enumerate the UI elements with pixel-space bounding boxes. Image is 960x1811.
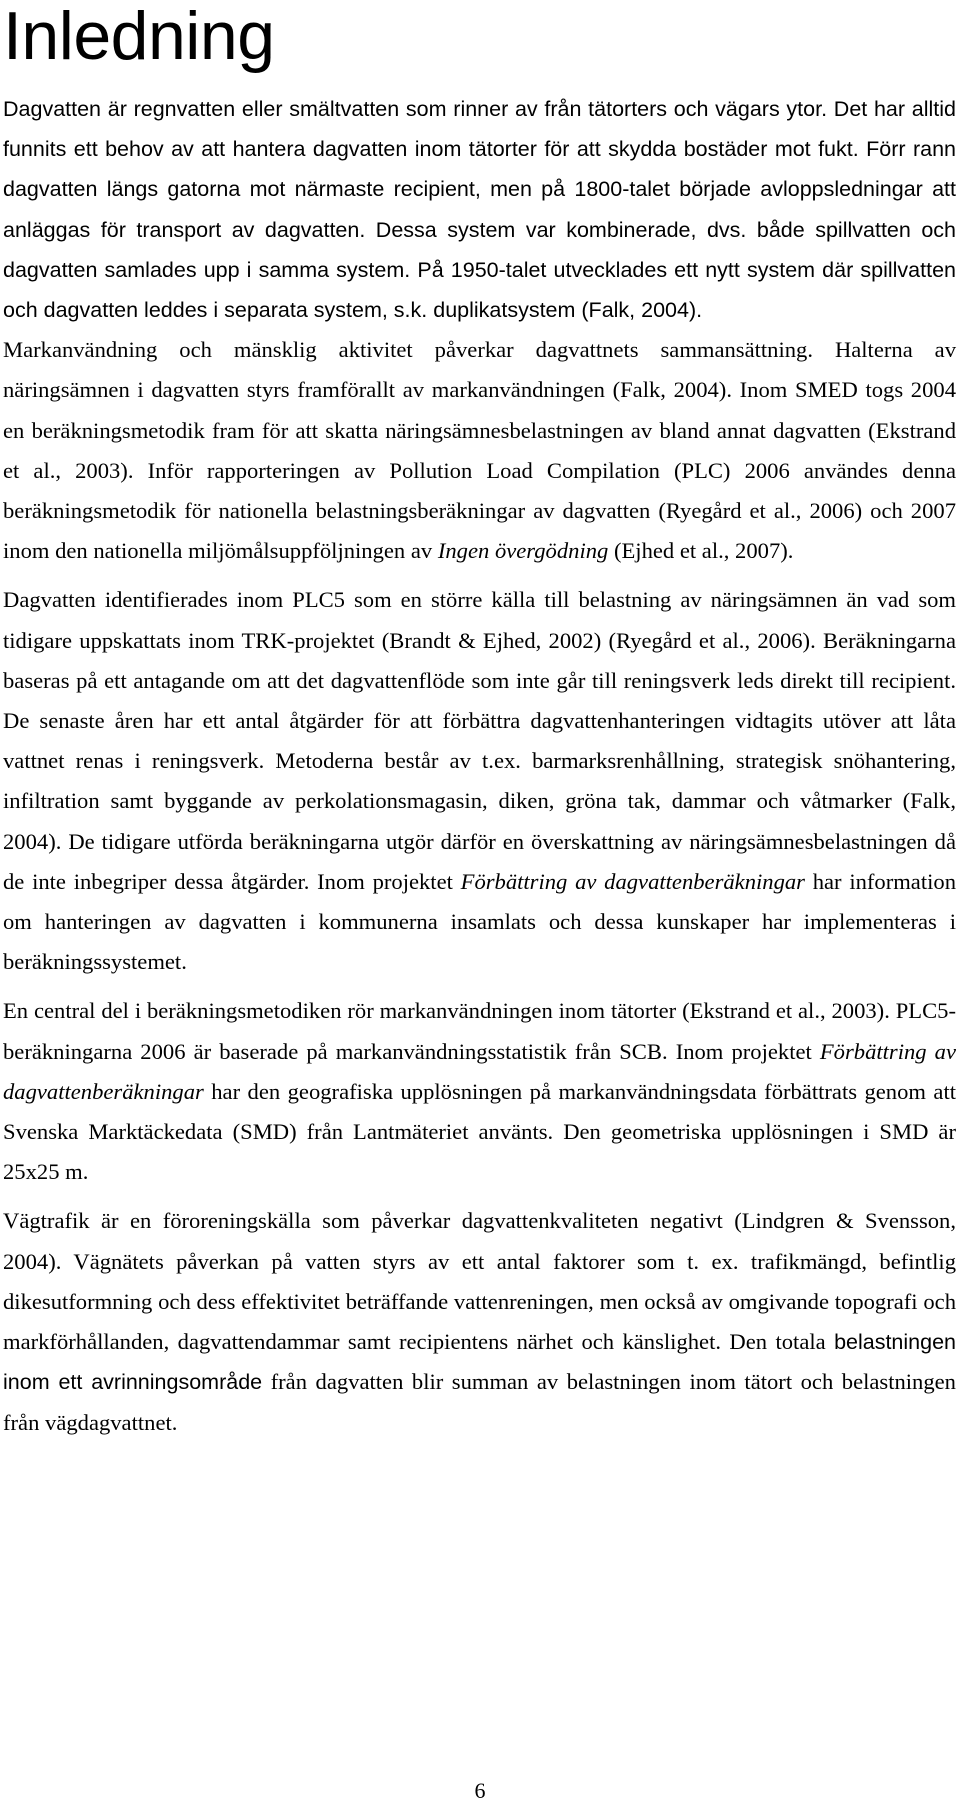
text-segment: Ingen övergödning [437, 538, 609, 564]
text-segment: (Ejhed et al., 2007). [608, 538, 794, 564]
paragraph-5 [3, 1201, 956, 1442]
text-segment: belastningen inom ett avrinningsområde [3, 1330, 956, 1395]
text-segment: Markanvändning och mänsklig aktivitet påverkar dagvattnets sammansättning. Halterna av näringsämnen i dagvatten styrs framförallt av markanvändningen (Falk, 2004). Inom SMED togs 2004 en beräkningsmetodik fram för att skatta näringsämnesbelastningen av bland annat dagvatten (Ekstrand et al., 2003). Inför rapporteringen av Pollution Load Compilation (PLC) 2006 användes denna beräkningsmetodik för nationella belastningsberäkningar av dagvatten (Ryegård et al., 2006) och 2007 inom den nationella miljömålsuppföljningen av [3, 337, 956, 564]
text-segment: Förbättring av dagvattenberäkningar [460, 868, 805, 894]
paragraph-1 [3, 89, 956, 330]
text-segment: har information om hanteringen av dagvatten i kommunerna insamlats och dessa kunskaper har implementeras i beräkningssystemet. [3, 868, 956, 975]
text-segment: har den geografiska upplösningen på markanvändningsdata förbättrats genom att Svenska Marktäckedata (SMD) från Lantmäteriet använts. Den geometriska upplösningen i SMD är 25x25 m. [3, 1078, 956, 1185]
text-segment: Vägtrafik är en föroreningskälla som påverkar dagvattenkvaliteten negativt (Lindgren & Svensson, 2004). Vägnätets påverkan på vatten styrs av ett antal faktorer som t. ex. trafikmängd, befintlig dikesutformning och dess effektivitet beträffande vattenreningen, men också av omgivande topografi och markförhållanden, dagvattendammar samt recipientens närhet och känslighet. Den totala [3, 1208, 956, 1355]
paragraph-2 [3, 330, 956, 571]
text-segment: Dagvatten identifierades inom PLC5 som en större källa till belastning av näringsämnen än vad som tidigare uppskattats inom TRK-projektet (Brandt & Ejhed, 2002) (Ryegård et al., 2006). Beräkningarna baseras på ett antagande om att det dagvattenflöde som inte går till reningsverk leds direkt till recipient. De senaste åren har ett antal åtgärder för att förbättra dagvattenhanteringen vidtagits utöver att låta vattnet renas i reningsverk. Metoderna består av t.ex. barmarksrenhållning, strategisk snöhantering, infiltration samt byggande av perkolationsmagasin, diken, gröna tak, dammar och våtmarker (Falk, 2004). De tidigare utförda beräkningarna utgör därför en överskattning av näringsämnesbelastningen då de inte inbegriper dessa åtgärder. Inom projektet [3, 587, 956, 894]
paragraph-3 [3, 580, 956, 982]
section-heading: Inledning [3, 0, 275, 74]
text-segment: En central del i beräkningsmetodiken rör markanvändningen inom tätorter (Ekstrand et al., 2003). PLC5-beräkningarna 2006 är baserade på markanvändningsstatistik från SCB. Inom projektet [3, 998, 956, 1064]
body-text [3, 89, 956, 1443]
text-segment: från dagvatten blir summan av belastningen inom tätort och belastningen från vägdagvattnet. [3, 1369, 956, 1435]
text-segment: Dagvatten är regnvatten eller smältvatten som rinner av från tätorters och vägars ytor. Det har alltid funnits ett behov av att hantera dagvatten inom tätorter för att skydda bostäder mot fukt. Förr rann dagvatten längs gatorna mot närmaste recipient, men på 1800-talet började avloppsledningar att anläggas för transport av dagvatten. Dessa system var kombinerade, dvs. både spillvatten och dagvatten samlades upp i samma system. På 1950-talet utvecklades ett nytt system där spillvatten och dagvatten leddes i separata system, s.k. duplikatsystem (Falk, 2004). [3, 97, 956, 323]
paragraph-4 [3, 991, 956, 1192]
text-segment: Förbättring av dagvattenberäkningar [3, 1038, 956, 1104]
page-number: 6 [474, 1778, 486, 1803]
